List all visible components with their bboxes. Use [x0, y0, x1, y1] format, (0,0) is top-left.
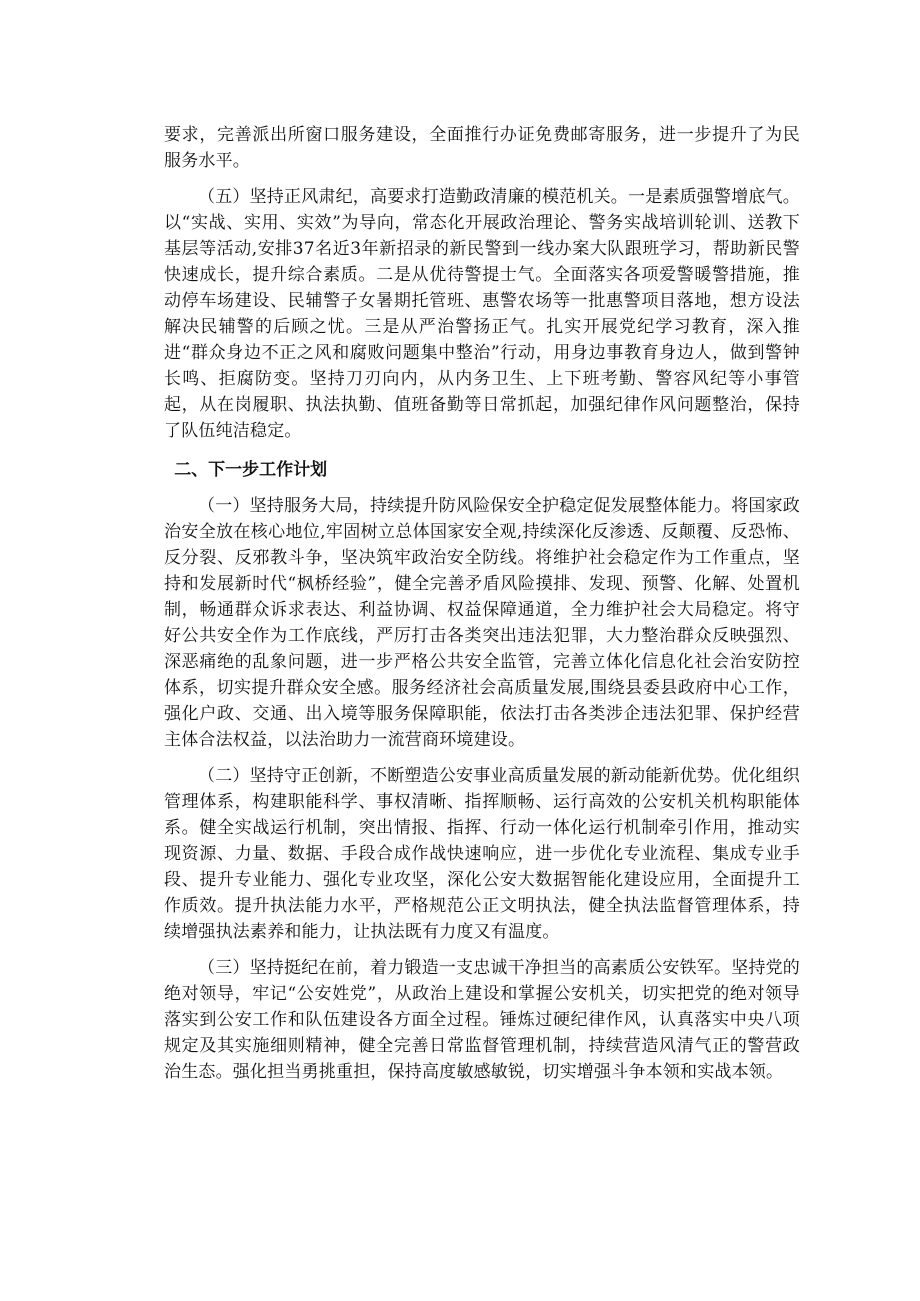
paragraph-continued: 要求，完善派出所窗口服务建设，全面推行办证免费邮寄服务，进一步提升了为民服务水平。 — [164, 125, 800, 171]
paragraph-plan-3: （三）坚持挺纪在前，着力锻造一支忠诚干净担当的高素质公安铁军。坚持党的绝对领导，牢记“公安姓党”，从政治上建设和掌握公安机关，切实把党的绝对领导落实到公安工作和队伍建设各方面全过程。锤炼过硬纪律作风，认真落实中央八项规定及其实施细则精神，健全完善日常监督管理机制，持续营造风清气正的警营政治生态。强化担当勇挑重担，保持高度敏感敏锐，切实增强斗争本领和实战本领。 — [164, 958, 800, 1082]
document-body — [164, 122, 800, 1085]
paragraph-plan-2: （二）坚持守正创新，不断塑造公安事业高质量发展的新动能新优势。优化组织管理体系，构建职能科学、事权清晰、指挥顺畅、运行高效的公安机关机构职能体系。健全实战运行机制，突出情报、指挥、行动一体化运行机制牵引作用，推动实现资源、力量、数据、手段合成作战快速响应，进一步优化专业流程、集成专业手段、提升专业能力、强化专业攻坚，深化公安大数据智能化建设应用，全面提升工作质效。提升执法能力水平，严格规范公正文明执法，健全执法监督管理体系，持续增强执法素养和能力，让执法既有力度又有温度。 — [164, 766, 800, 942]
section-heading-next-steps: 二、下一步工作计划 — [174, 460, 328, 480]
paragraph-section-5: （五）坚持正风肃纪，高要求打造勤政清廉的模范机关。一是素质强警增底气。以“实战、实用、实效”为导向，常态化开展政治理论、警务实战培训轮训、送教下基层等活动,安排37名近3年新招录的新民警到一线办案大队跟班学习，帮助新民警快速成长，提升综合素质。二是从优待警提士气。全面落实各项爱警暖警措施，推动停车场建设、民辅警子女暑期托管班、惠警农场等一批惠警项目落地，想方设法解决民辅警的后顾之忧。三是从严治警扬正气。扎实开展党纪学习教育，深入推进“群众身边不正之风和腐败问题集中整治”行动，用身边事教育身边人，做到警钟长鸣、拒腐防变。坚持刀刃向内，从内务卫生、上下班考勤、警容风纪等小事管起，从在岗履职、执法执勤、值班备勤等日常抓起，加强纪律作风问题整治，保持了队伍纯洁稳定。 — [164, 187, 800, 441]
paragraph-plan-1: （一）坚持服务大局，持续提升防风险保安全护稳定促发展整体能力。将国家政治安全放在核心地位,牢固树立总体国家安全观,持续深化反渗透、反颠覆、反恐怖、反分裂、反邪教斗争，坚决筑牢政治安全防线。将维护社会稳定作为工作重点，坚持和发展新时代“枫桥经验”，健全完善矛盾风险摸排、发现、预警、化解、处置机制，畅通群众诉求表达、利益协调、权益保障通道，全力维护社会大局稳定。将守好公共安全作为工作底线，严厉打击各类突出违法犯罪，大力整治群众反映强烈、深恶痛绝的乱象问题，进一步严格公共安全监管，完善立体化信息化社会治安防控体系，切实提升群众安全感。服务经济社会高质量发展,围绕县委县政府中心工作，强化户政、交通、出入境等服务保障职能，依法打击各类涉企违法犯罪、保护经营主体合法权益，以法治助力一流营商环境建设。 — [164, 496, 800, 750]
